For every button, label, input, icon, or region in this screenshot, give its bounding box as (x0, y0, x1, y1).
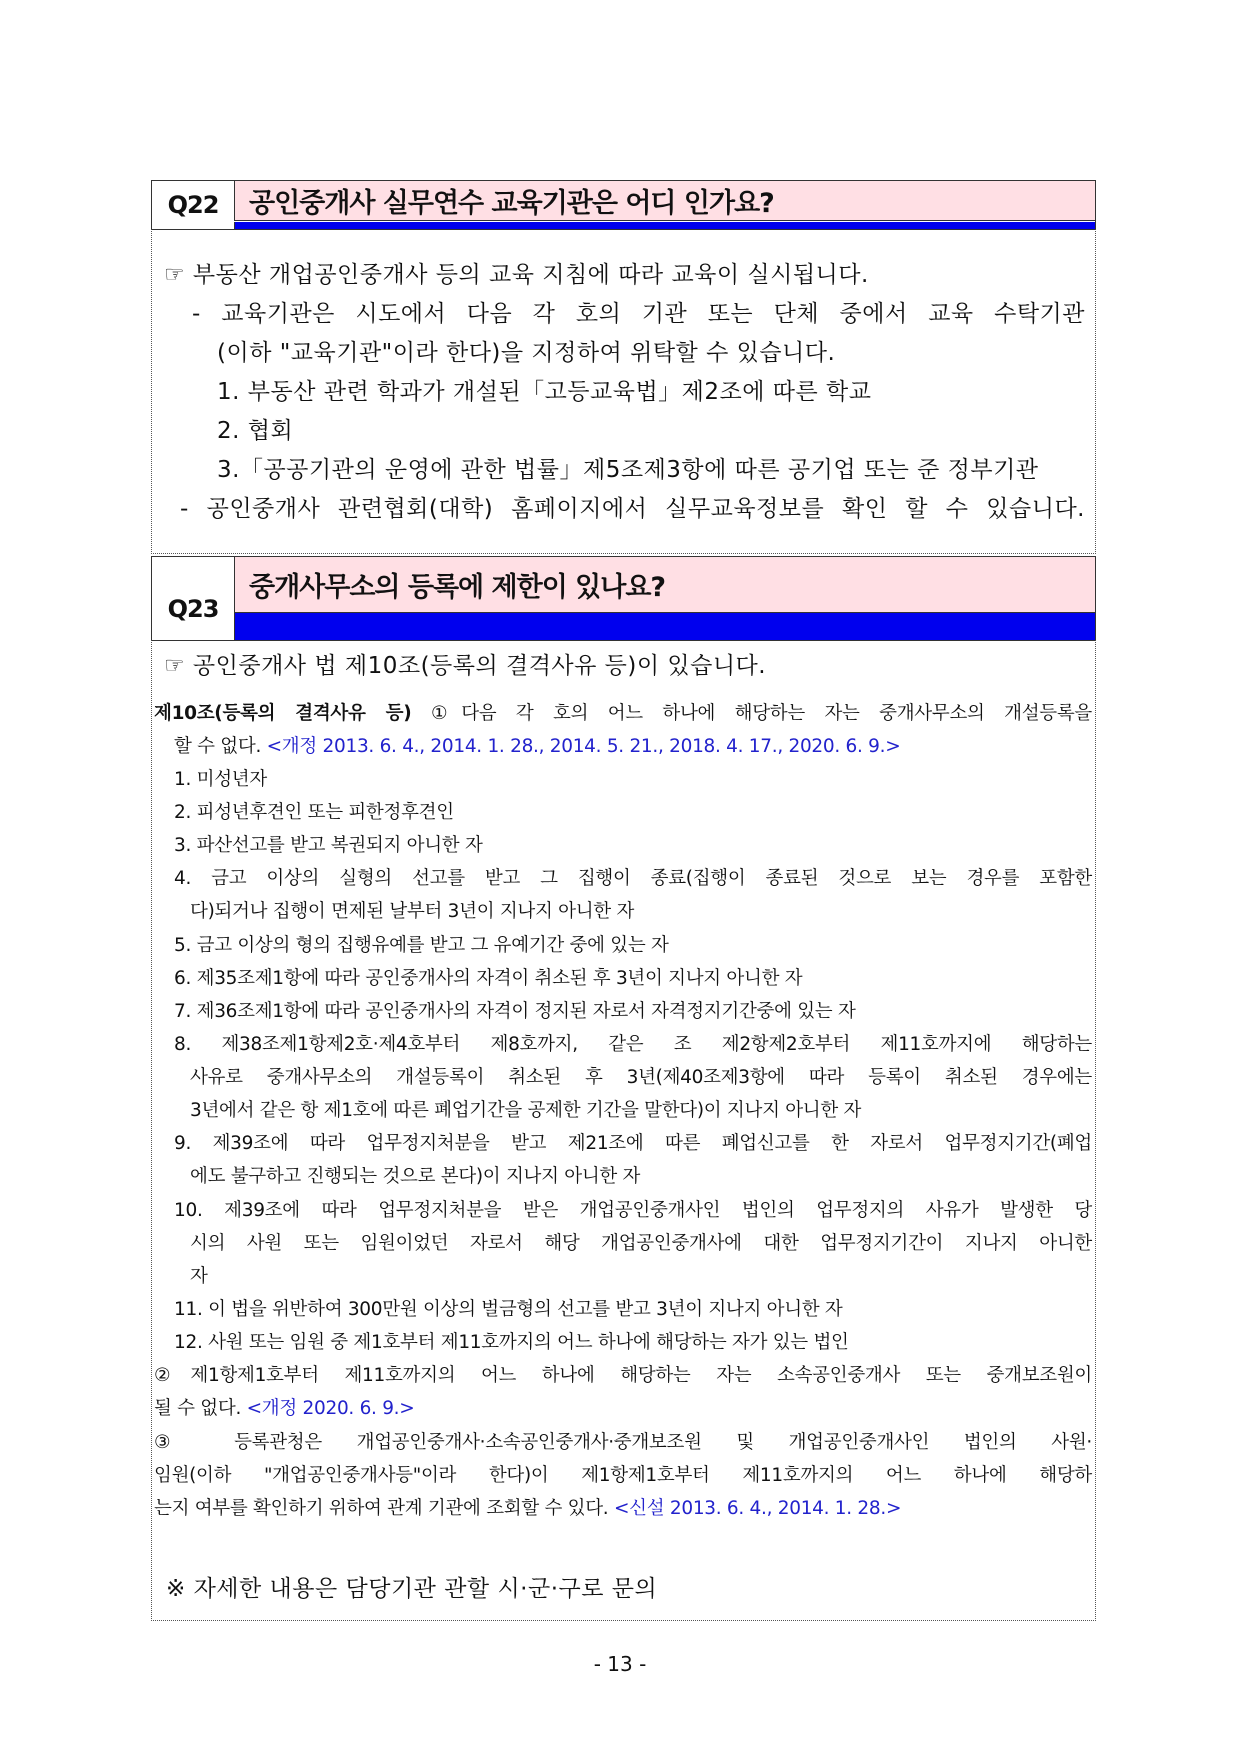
q23-title-bar (234, 613, 1095, 640)
article-item: 7. 제36조제1항에 따라 공인중개사의 자격이 정지된 자로서 자격정지기간중에 있는 자 (174, 1001, 856, 1022)
q22-number: Q22 (167, 191, 219, 219)
article-item: 1. 미성년자 (174, 769, 267, 790)
q22-line: 1. 부동산 관련 학과가 개설된「고등교육법」제2조에 따른 학교 (217, 379, 872, 405)
inquiry-note: ※ 자세한 내용은 담당기관 관할 시·군·구로 문의 (166, 1576, 658, 1602)
q22-body (151, 229, 1096, 554)
amendment-note: <신설 2013. 6. 4., 2014. 1. 28.> (613, 1498, 902, 1519)
q22-line: ☞ 부동산 개업공인중개사 등의 교육 지침에 따라 교육이 실시됩니다. (164, 262, 869, 288)
article-lead: ①다음 각 호의 어느 하나에 해당하는 자는 중개사무소의 개설등록을 (411, 703, 1092, 724)
q22-line: - 교육기관은 시도에서 다음 각 호의 기관 또는 단체 중에서 교육 수탁기관 (192, 301, 1085, 327)
article-item: 3. 파산선고를 받고 복권되지 아니한 자 (174, 835, 483, 856)
q22-title-bar (234, 222, 1095, 229)
paragraph-2-line-2 (154, 1394, 414, 1420)
paragraph-3-line: ③ 등록관청은 개업공인중개사·소속공인중개사·중개보조원 및 개업공인중개사인 법인의 사원· (154, 1432, 1092, 1453)
article-item: 4. 금고 이상의 실형의 선고를 받고 그 집행이 종료(집행이 종료된 것으로 보는 경우를 포함한 (174, 868, 1092, 889)
q23-body (151, 640, 1096, 1621)
paragraph-3-text: 는지 여부를 확인하기 위하여 관계 기관에 조회할 수 있다. (154, 1498, 614, 1519)
page-number: - 13 - (593, 1652, 647, 1676)
article-item: 자 (190, 1266, 208, 1287)
article-item: 9. 제39조에 따라 업무정지처분을 받고 제21조에 따른 폐업신고를 한 자로서 업무정지기간(폐업 (174, 1133, 1092, 1154)
article-item: 2. 피성년후견인 또는 피한정후견인 (174, 802, 454, 823)
q23-section (151, 556, 1096, 1621)
q22-section (151, 180, 1096, 554)
q22-header (151, 180, 1096, 229)
article-item: 사유로 중개사무소의 개설등록이 취소된 후 3년(제40조제3항에 따라 등록이 취소된 경우에는 (190, 1067, 1092, 1088)
q22-line: 2. 협회 (217, 418, 294, 444)
paragraph-2-line: ②제1항제1호부터 제11호까지의 어느 하나에 해당하는 자는 소속공인중개사 또는 중개보조원이 (154, 1365, 1092, 1386)
q23-intro: ☞ 공인중개사 법 제10조(등록의 결격사유 등)이 있습니다. (164, 653, 767, 679)
article-lead-2: 할 수 없다. (174, 736, 267, 757)
article-lead-line-2 (174, 732, 900, 758)
paragraph-3-line: 임원(이하 "개업공인중개사등"이라 한다)이 제1항제1호부터 제11호까지의 어느 하나에 해당하 (154, 1465, 1092, 1486)
article-title: 제10조(등록의 결격사유 등) (154, 703, 412, 724)
paragraph-3-line-3 (154, 1494, 901, 1520)
article-item: 다)되거나 집행이 면제된 날부터 3년이 지나지 아니한 자 (190, 901, 635, 922)
article-lead-line (154, 699, 1092, 725)
article-item: 시의 사원 또는 임원이었던 자로서 해당 개업공인중개사에 대한 업무정지기간이 지나지 아니한 (190, 1233, 1092, 1254)
article-item: 3년에서 같은 항 제1호에 따른 폐업기간을 공제한 기간을 말한다)이 지나지 아니한 자 (190, 1100, 862, 1121)
article-item: 12. 사원 또는 임원 중 제1호부터 제11호까지의 어느 하나에 해당하는 자가 있는 법인 (174, 1332, 849, 1353)
q23-header (151, 556, 1096, 640)
q23-number: Q23 (167, 594, 219, 623)
amendment-note: <개정 2013. 6. 4., 2014. 1. 28., 2014. 5. 21., 2018. 4. 17., 2020. 6. 9.> (266, 736, 901, 757)
article-item: 에도 불구하고 진행되는 것으로 본다)이 지나지 아니한 자 (190, 1166, 641, 1187)
paragraph-2-text: 될 수 없다. (154, 1398, 247, 1419)
q22-line: (이하 "교육기관"이라 한다)을 지정하여 위탁할 수 있습니다. (217, 340, 836, 366)
article-item: 11. 이 법을 위반하여 300만원 이상의 벌금형의 선고를 받고 3년이 지나지 아니한 자 (174, 1299, 843, 1320)
q23-title: 중개사무소의 등록에 제한이 있나요? (234, 557, 1095, 613)
q22-line: - 공인중개사 관련협회(대학) 홈페이지에서 실무교육정보를 확인 할 수 있습니다. (180, 496, 1085, 522)
article-item: 6. 제35조제1항에 따라 공인중개사의 자격이 취소된 후 3년이 지나지 아니한 자 (174, 968, 803, 989)
article-item: 10. 제39조에 따라 업무정지처분을 받은 개업공인중개사인 법인의 업무정지의 사유가 발생한 당 (174, 1200, 1092, 1221)
article-item: 5. 금고 이상의 형의 집행유예를 받고 그 유예기간 중에 있는 자 (174, 935, 669, 956)
q22-line: 3.「공공기관의 운영에 관한 법률」제5조제3항에 따른 공기업 또는 준 정부기관 (217, 457, 1039, 483)
q22-title: 공인중개사 실무연수 교육기관은 어디 인가요? (234, 181, 1095, 221)
amendment-note: <개정 2020. 6. 9.> (246, 1398, 415, 1419)
article-item: 8. 제38조제1항제2호·제4호부터 제8호까지, 같은 조 제2항제2호부터 제11호까지에 해당하는 (174, 1034, 1092, 1055)
